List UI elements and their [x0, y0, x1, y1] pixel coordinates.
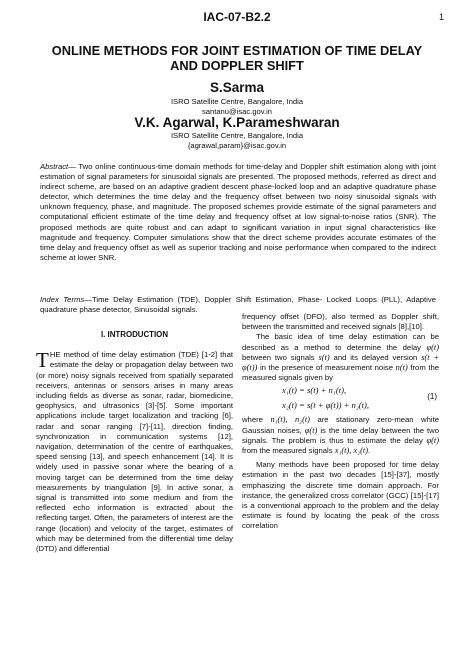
equation-number: (1)	[427, 392, 437, 402]
intro-paragraph	[36, 350, 233, 554]
index-terms-label: Index Terms	[40, 295, 85, 304]
symbol-phi: φ(t)	[304, 425, 318, 435]
equation-1	[242, 384, 439, 414]
author-1-name: S.Sarma	[209, 80, 265, 95]
continued-paragraph: frequency offset (DFO), also termed as Doppler shift, between the transmitted and received signals [8],[10].	[242, 312, 439, 332]
equation-line-2: x₂(t) = s(t + φ(t)) + n₂(t),	[282, 400, 370, 411]
intro-text: HE method of time delay estimation (TDE) [1-2] that estimate the delay or propagation delay between two (or more) noisy signals received from spatially separated receivers, antennas or sensors arises in many areas including fields as diverse as sonar, radar, biomedicine, geophysics, and ultrasonics [3]-[5]. Some important applications include target localization and tracking [6], radar and sonar ranging [7]-[11], direction finding, synchronization in communication systems [12], navigation, determination of the centre of earthquakes, speed sensing [13], and speech enhancement [14]. It is widely used in passive sonar where the bearing of a moving target can be determined from the time delay measurements by triangulation [9]. In active sonar, a signal is transmitted into some medium and from the reflected echo information is extracted about the reflecting target. Often, the parameters of interest are the range (location) and velocity of the target, estimates of which may be determined from the differential time delay (DTD) and differential	[36, 350, 233, 554]
symbol-phi: φ(t)	[426, 342, 440, 352]
abstract-label: Abstract	[40, 162, 69, 171]
equation-line-1: x₁(t) = s(t) + n₁(t),	[282, 385, 347, 396]
affiliation-text: ISRO Satellite Centre, Bangalore, India	[170, 97, 304, 106]
abstract-text: — Two online continuous-time domain methods for time-delay and Doppler shift estimation along with joint estimation of signal parameters for sinusoidal signals are presented. The proposed methods, referred as direct and indirect scheme, are based on an adaptive gradient descent phase-locked loop and an adaptive quadrature phase detector, which determines the time delay and the frequency offset between two noisy sinusoidal signals with unknown frequency, phase, and magnitude. The proposed schemes provide estimate of the signal parameters and computational efficient estimate of the time delay and frequency offset at low signal-to-noise ratios (SNR). The proposed methods are quite robust and can adapt to significant variation in input signal characteristics like magnitude and frequency. Computer simulations show that the direct scheme provides accurate estimates of the time delay and frequency offset as well as superior tracking and noise performance when compared to the indirect scheme at lower SNR.	[40, 162, 436, 262]
noise-paragraph: where n₁(t), n₂(t) are stationary zero-mean white Gaussian noises, φ(t) is the time delay between the two signals. The problem is thus to estimate the delay φ(t) from the measured signals x₁(t), x₂(t).	[242, 415, 440, 456]
symbol-s: s(t)	[318, 352, 330, 362]
symbol-n: n(t)	[395, 363, 408, 373]
right-column	[242, 312, 439, 532]
page-number: 1	[438, 12, 444, 22]
methods-paragraph: Many methods have been proposed for time delay estimation in the past two decades [15]-[37], mostly emphasizing the discrete time domain approach. For instance, the generalized cross correlator (GCC) [15]-[17] is a conventional approach to the problem and the delay estimate is found by locating the peak of the cross correlation	[242, 460, 439, 531]
title-line-1: ONLINE METHODS FOR JOINT ESTIMATION OF TIME DELAY	[51, 43, 423, 58]
conference-code: IAC-07-B2.2	[203, 10, 271, 24]
symbol-x12: x₁(t), x₂(t)	[334, 446, 368, 456]
symbol-n12: n₁(t), n₂(t)	[270, 415, 310, 425]
left-column	[36, 330, 233, 554]
drop-cap: T	[36, 348, 49, 373]
symbol-s-delayed: s(t + φ(t))	[242, 352, 440, 373]
affiliation-text: ISRO Satellite Centre, Bangalore, India	[170, 131, 304, 140]
paper-title	[20, 43, 454, 73]
email-text: santanu@isac.gov.in	[201, 107, 273, 116]
author-2-affiliation	[20, 131, 454, 151]
email-text: {agrawal,param}@isac.gov.in	[187, 141, 287, 150]
author-2-names: V.K. Agarwal, K.Parameshwaran	[134, 115, 340, 130]
author-1-affiliation	[20, 97, 454, 117]
tde-paragraph: The basic idea of time delay estimation can be described as a method to determine the delay φ(t) between two signals s(t) and its delayed version s(t + φ(t)) in the presence of measurement noise n(t) from the measured signals given by	[242, 332, 440, 383]
abstract	[40, 162, 436, 263]
title-line-2: AND DOPPLER SHIFT	[170, 58, 304, 73]
symbol-phi: φ(t)	[426, 435, 439, 445]
section-heading: I. INTRODUCTION	[100, 330, 169, 339]
index-terms-text: —Time Delay Estimation (TDE), Doppler Shift Estimation, Phase- Locked Loops (PLL), Adaptive quadrature phase detector, Sinusoidal signals.	[40, 295, 437, 315]
